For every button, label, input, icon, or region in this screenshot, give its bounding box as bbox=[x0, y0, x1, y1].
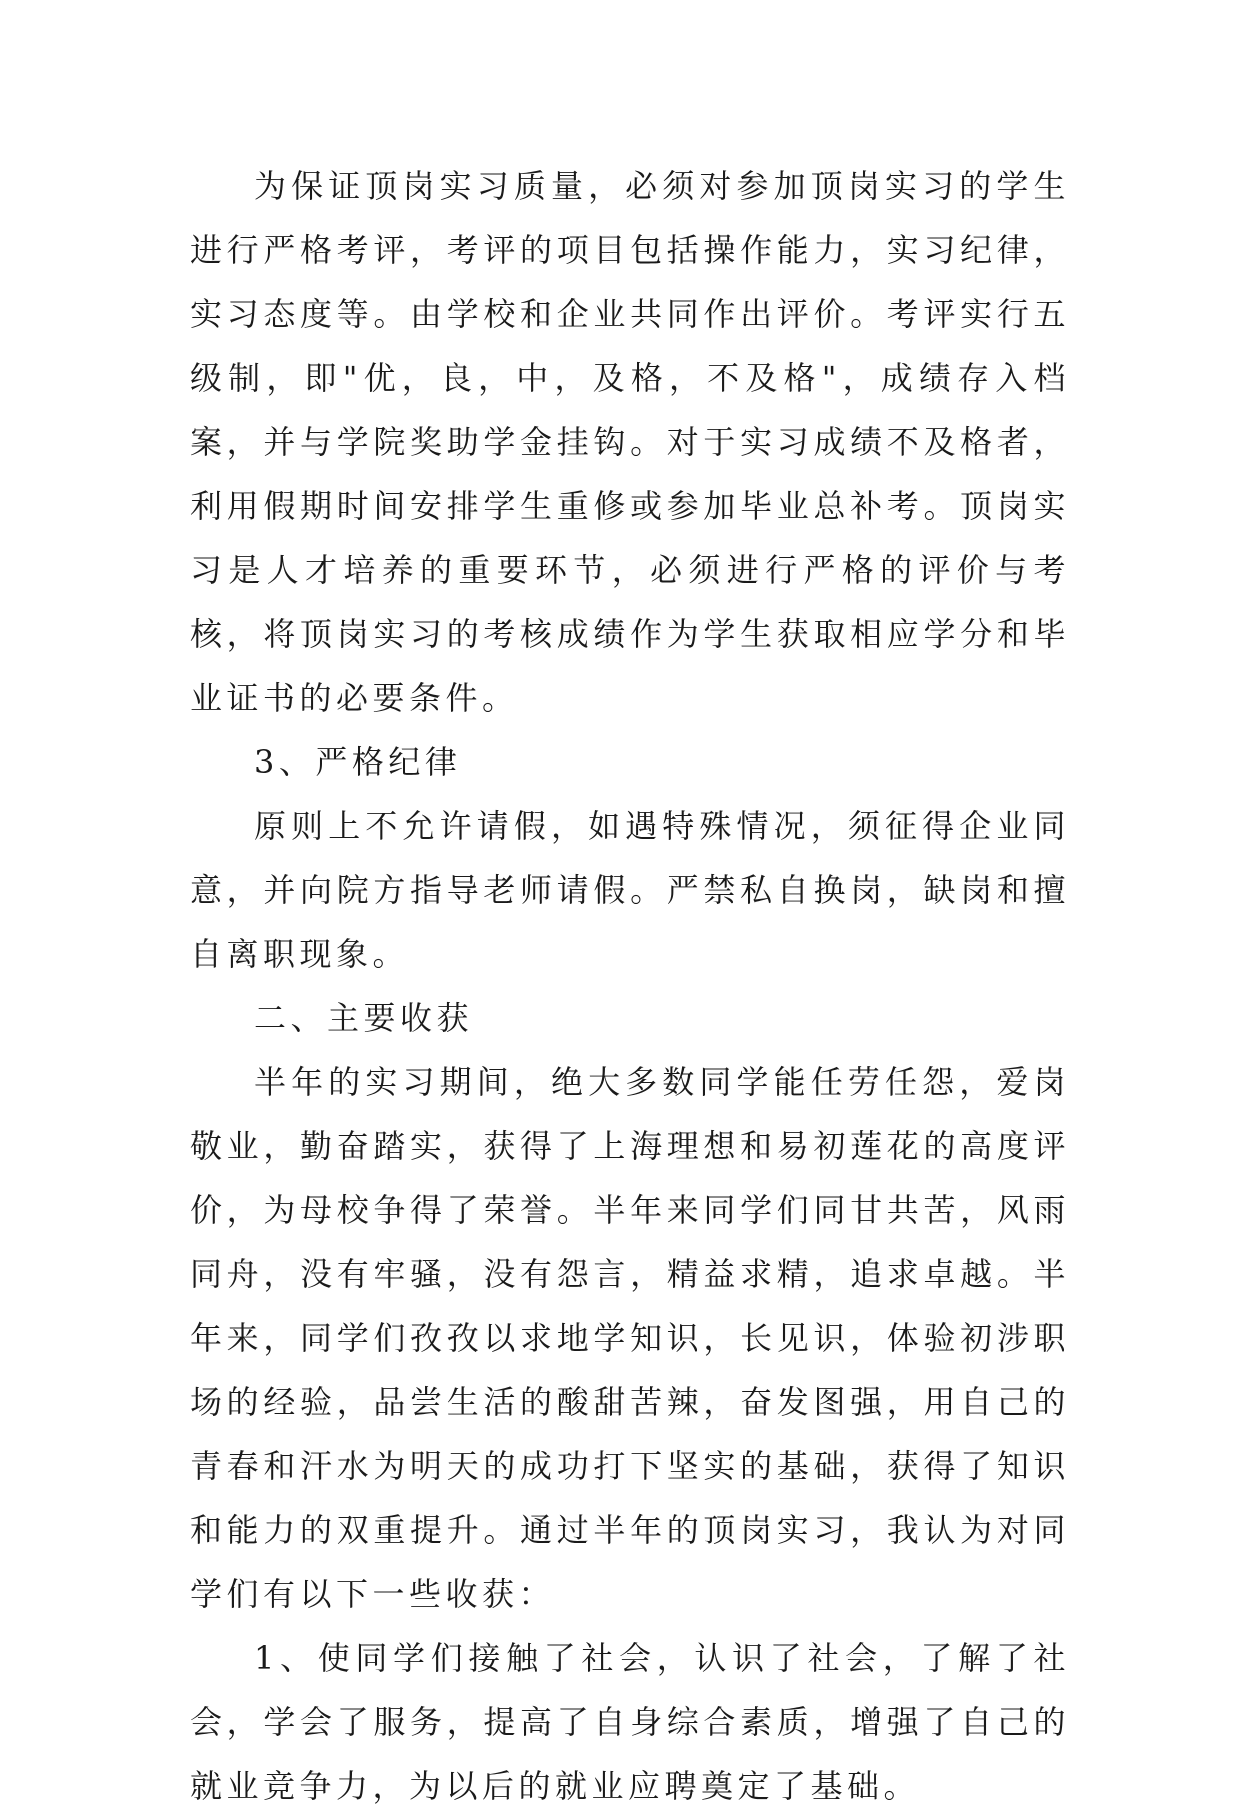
heading-main-gains: 二、主要收获 bbox=[254, 999, 474, 1037]
paragraph-gain-1: 1、使同学们接触了社会，认识了社会，了解了社会，学会了服务，提高了自身综合素质，增强了自己的就业竞争力，为以后的就业应聘奠定了基础。 bbox=[190, 1639, 1070, 1805]
paragraph-leave-policy: 原则上不允许请假，如遇特殊情况，须征得企业同意，并向院方指导老师请假。严禁私自换岗，缺岗和擅自离职现象。 bbox=[190, 807, 1070, 973]
document-body bbox=[190, 154, 1070, 1818]
heading-strict-discipline: 3、严格纪律 bbox=[254, 743, 462, 781]
paragraph-half-year-summary: 半年的实习期间，绝大多数同学能任劳任怨，爱岗敬业，勤奋踏实，获得了上海理想和易初莲花的高度评价，为母校争得了荣誉。半年来同学们同甘共苦，风雨同舟，没有牢骚，没有怨言，精益求精，追求卓越。半年来，同学们孜孜以求地学知识，长见识，体验初涉职场的经验，品尝生活的酸甜苦辣，奋发图强，用自己的青春和汗水为明天的成功打下坚实的基础，获得了知识和能力的双重提升。通过半年的顶岗实习，我认为对同学们有以下一些收获： bbox=[190, 1063, 1070, 1613]
paragraph-evaluation: 为保证顶岗实习质量，必须对参加顶岗实习的学生进行严格考评，考评的项目包括操作能力，实习纪律，实习态度等。由学校和企业共同作出评价。考评实行五级制，即"优，良，中，及格，不及格"，成绩存入档案，并与学院奖助学金挂钩。对于实习成绩不及格者，利用假期时间安排学生重修或参加毕业总补考。顶岗实习是人才培养的重要环节，必须进行严格的评价与考核，将顶岗实习的考核成绩作为学生获取相应学分和毕业证书的必要条件。 bbox=[190, 167, 1070, 717]
